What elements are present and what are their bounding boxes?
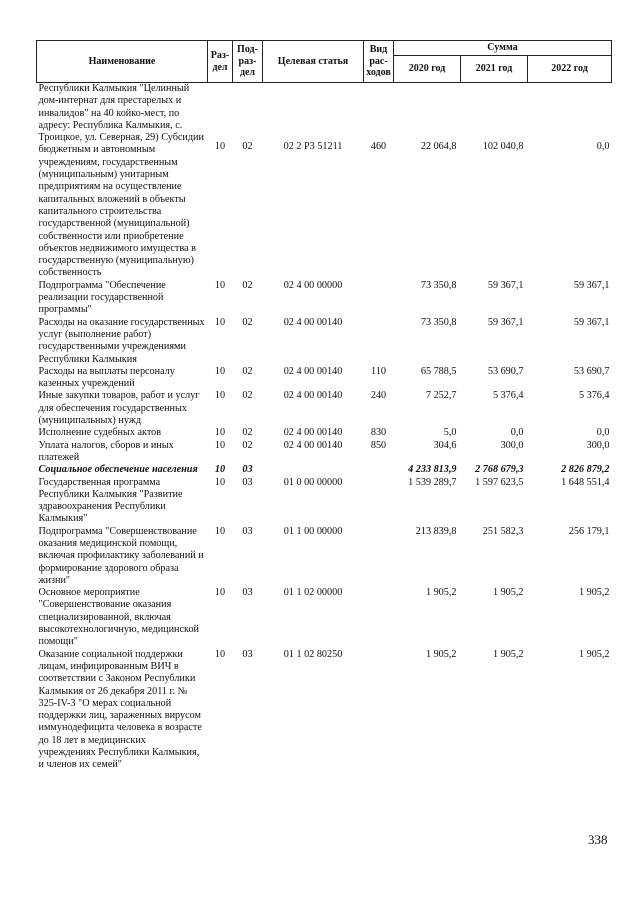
cell-target-article: 02 4 00 00140 xyxy=(283,365,343,377)
table-row xyxy=(37,280,612,317)
cell-2021: 0,0 xyxy=(510,427,524,439)
cell-2020: 4 233 813,9 xyxy=(408,464,457,476)
cell-target-article: 02 4 00 00140 xyxy=(283,316,343,328)
cell-2021: 1 905,2 xyxy=(492,587,524,599)
table-header xyxy=(37,41,612,83)
cell-2022: 300,0 xyxy=(586,439,610,451)
cell-target-article: 01 0 00 00000 xyxy=(283,476,343,488)
cell-2020: 1 539 289,7 xyxy=(408,476,457,488)
cell-expense-type xyxy=(364,649,394,772)
cell-2020: 22 064,8 xyxy=(420,141,457,152)
header-target-article: Целевая статья xyxy=(263,41,364,83)
cell-2020: 1 905,2 xyxy=(425,648,457,660)
cell-expense-type xyxy=(364,587,394,648)
cell-2020: 73 350,8 xyxy=(420,316,457,328)
cell-2022: 1 905,2 xyxy=(578,648,610,660)
cell-target-article: 02 2 Р3 51211 xyxy=(283,141,343,152)
cell-target-article: 01 1 00 00000 xyxy=(283,525,343,537)
cell-name: Государственная программа Республики Калмыкия "Развитие здравоохранения Республики Калмыкия" xyxy=(38,476,183,525)
cell-2020: 65 788,5 xyxy=(420,365,457,377)
cell-razdel: 10 xyxy=(214,141,226,152)
cell-2021: 251 582,3 xyxy=(482,525,524,537)
cell-razdel: 10 xyxy=(214,279,226,291)
cell-2021: 1 905,2 xyxy=(492,648,524,660)
cell-podrazdel: 02 xyxy=(242,279,253,291)
cell-podrazdel: 02 xyxy=(242,316,253,328)
cell-expense-type: 460 xyxy=(370,141,387,152)
cell-2022: 256 179,1 xyxy=(568,525,610,537)
cell-2022: 1 648 551,4 xyxy=(561,476,610,488)
cell-target-article: 01 1 02 80250 xyxy=(283,648,343,660)
budget-table xyxy=(36,40,612,772)
cell-2020: 213 839,8 xyxy=(415,525,457,537)
cell-2022: 0,0 xyxy=(596,141,610,152)
cell-expense-type: 830 xyxy=(370,427,387,439)
cell-2021: 59 367,1 xyxy=(487,279,524,291)
cell-2020: 5,0 xyxy=(443,427,457,439)
cell-razdel: 10 xyxy=(214,476,226,488)
table-row xyxy=(37,427,612,439)
cell-expense-type: 240 xyxy=(370,390,387,402)
cell-2020: 7 252,7 xyxy=(425,390,457,402)
cell-razdel: 10 xyxy=(214,365,226,377)
cell-2022: 59 367,1 xyxy=(573,316,610,328)
cell-podrazdel: 02 xyxy=(242,365,253,377)
table-row xyxy=(37,649,612,772)
table-row xyxy=(37,587,612,648)
cell-podrazdel: 03 xyxy=(242,525,253,537)
cell-expense-type: 850 xyxy=(370,439,387,451)
cell-2021: 59 367,1 xyxy=(487,316,524,328)
cell-podrazdel: 02 xyxy=(242,141,253,152)
cell-target-article: 02 4 00 00140 xyxy=(283,390,343,402)
cell-podrazdel: 03 xyxy=(242,476,253,488)
header-podrazdel: Под-раз-дел xyxy=(233,41,263,83)
header-year-2022: 2022 год xyxy=(528,56,612,83)
cell-razdel: 10 xyxy=(214,390,226,402)
cell-target-article: 01 1 02 00000 xyxy=(283,587,343,599)
header-name: Наименование xyxy=(37,41,208,83)
cell-razdel: 10 xyxy=(214,464,226,476)
table-row xyxy=(37,366,612,391)
cell-2021: 102 040,8 xyxy=(482,141,524,152)
header-expense-type: Вид рас-ходов xyxy=(364,41,394,83)
cell-razdel: 10 xyxy=(214,427,226,439)
cell-2021: 5 376,4 xyxy=(492,390,524,402)
cell-2020: 304,6 xyxy=(433,439,457,451)
cell-2022: 5 376,4 xyxy=(578,390,610,402)
cell-2021: 53 690,7 xyxy=(487,365,524,377)
cell-name: Социальное обеспечение населения xyxy=(38,464,198,476)
cell-expense-type xyxy=(364,477,394,526)
cell-razdel: 10 xyxy=(214,525,226,537)
cell-target-article: 02 4 00 00140 xyxy=(283,427,343,439)
cell-2022: 2 826 879,2 xyxy=(561,464,610,476)
cell-2022: 0,0 xyxy=(596,427,610,439)
cell-podrazdel: 02 xyxy=(242,439,253,451)
cell-2021: 1 597 623,5 xyxy=(475,476,524,488)
table-row xyxy=(37,526,612,587)
cell-2022: 53 690,7 xyxy=(573,365,610,377)
cell-podrazdel: 02 xyxy=(242,427,253,439)
cell-2021: 2 768 679,3 xyxy=(475,464,524,476)
header-sum: Сумма xyxy=(394,41,612,56)
cell-razdel: 10 xyxy=(214,439,226,451)
cell-name: Исполнение судебных актов xyxy=(38,427,162,439)
cell-target-article xyxy=(263,464,364,476)
cell-name: Расходы на выплаты персоналу казенных учреждений xyxy=(38,365,175,390)
cell-target-article: 02 4 00 00140 xyxy=(283,439,343,451)
table-row xyxy=(37,317,612,366)
table-row xyxy=(37,464,612,476)
table-row xyxy=(37,390,612,427)
header-year-2021: 2021 год xyxy=(461,56,528,83)
cell-expense-type: 110 xyxy=(371,365,386,377)
cell-razdel: 10 xyxy=(214,587,226,599)
cell-name: Иные закупки товаров, работ и услуг для обеспечения государственных (муниципальных) нужд xyxy=(38,390,200,427)
cell-expense-type xyxy=(364,464,394,476)
cell-name: Подпрограмма "Обеспечение реализации государственной программы" xyxy=(38,279,166,316)
cell-podrazdel: 03 xyxy=(242,648,253,660)
header-year-2020: 2020 год xyxy=(394,56,461,83)
cell-podrazdel: 03 xyxy=(242,587,253,599)
cell-razdel: 10 xyxy=(214,316,226,328)
cell-name: Подпрограмма "Совершенствование оказания медицинской помощи, включая профилактику заболеваний и формирование здорового образа жизни" xyxy=(38,525,204,586)
header-razdel: Раз-дел xyxy=(208,41,233,83)
cell-podrazdel: 02 xyxy=(242,390,253,402)
cell-expense-type xyxy=(364,280,394,317)
cell-name: Основное мероприятие "Совершенствование оказания специализированной, включая высокотехнологичную, медицинской помощи" xyxy=(38,587,200,648)
cell-podrazdel: 03 xyxy=(242,464,253,476)
table-row xyxy=(37,440,612,465)
cell-2022: 59 367,1 xyxy=(573,279,610,291)
cell-2020: 1 905,2 xyxy=(425,587,457,599)
cell-2021: 300,0 xyxy=(500,439,524,451)
table-row xyxy=(37,83,612,280)
cell-name: Республики Калмыкия "Целинный дом-интернат для престарелых и инвалидов" на 40 койко-мест, по адресу: Республика Калмыкия, с. Троицкое, ул. Северная, 29) Субсидии бюджетным и автономным учреждениям, государственным (муниципальным) унитарным предприятиям на осуществление капитальных вложений в объекты капитального строительства государственной (муниципальной) собственности или приобретение объектов недвижимого имущества в государственную (муниципальную) собственность xyxy=(38,83,204,279)
cell-2022: 1 905,2 xyxy=(578,587,610,599)
cell-name: Уплата налогов, сборов и иных платежей xyxy=(38,439,174,463)
cell-razdel: 10 xyxy=(214,648,226,660)
page-number: 338 xyxy=(588,832,608,847)
cell-2020: 73 350,8 xyxy=(420,279,457,291)
table-body xyxy=(37,83,612,772)
cell-name: Расходы на оказание государственных услуг (выполнение работ) государственными учреждениями Республики Калмыкия xyxy=(38,316,205,365)
cell-expense-type xyxy=(364,526,394,587)
cell-expense-type xyxy=(364,317,394,366)
cell-name: Оказание социальной поддержки лицам, инфицированным ВИЧ в соответствии с Законом Республики Калмыкия от 26 декабря 2011 г. № 325-IV-З "О мерах социальной поддержки лиц, зараженных вирусом иммунодефицита человека в возрасте до 18 лет в медицинских учреждениях Республики Калмыкия, и членов их семей" xyxy=(38,648,202,771)
cell-target-article: 02 4 00 00000 xyxy=(283,279,343,291)
table-row xyxy=(37,477,612,526)
